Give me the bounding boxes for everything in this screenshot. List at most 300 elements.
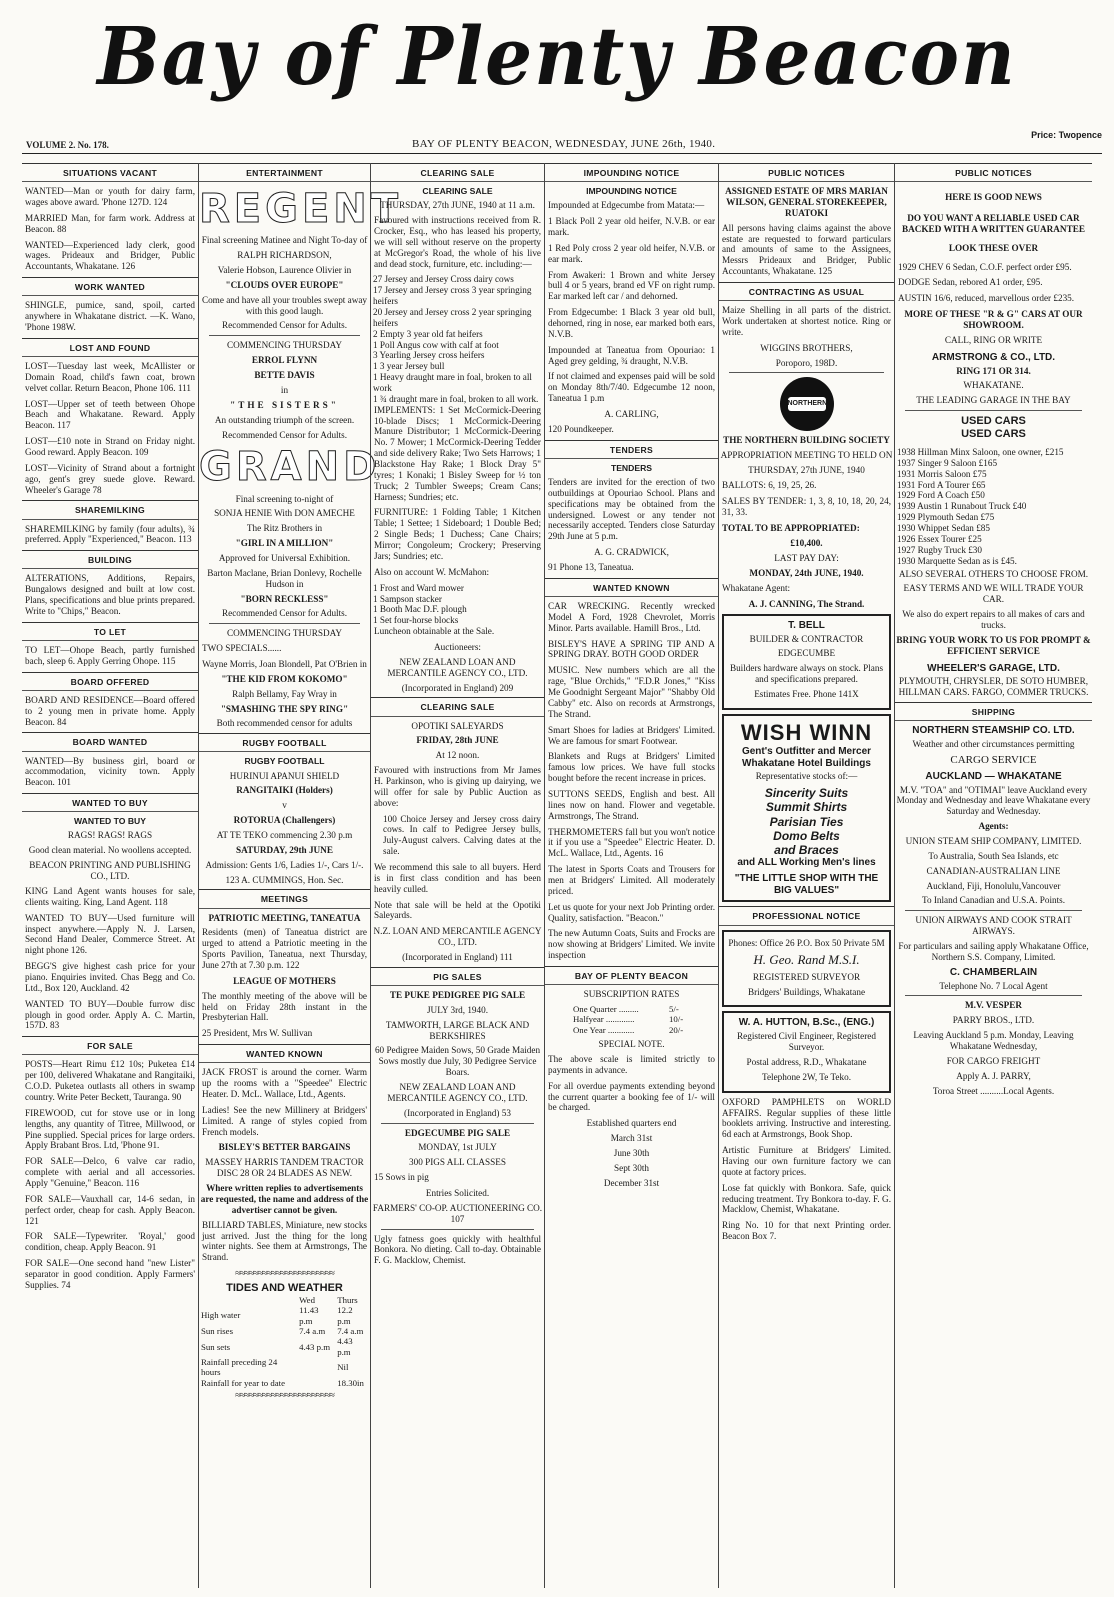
ad-line: Bridgers' Buildings, Whakatane bbox=[747, 986, 866, 997]
classified-ad: FOR SALE—Delco, 6 valve car radio, complete with aerial and all accessories. Apply "Genuine," Beacon. 116 bbox=[25, 1156, 195, 1188]
notice-text: From Awakeri: 1 Brown and white Jersey bull 4 or 5 years, brand ed VF on right rump. Ear marked left car / and dehorned. bbox=[548, 269, 715, 302]
ad-line: (Incorporated in England) 111 bbox=[402, 951, 513, 962]
classified-ad: MARRIED Man, for farm work. Address at Beacon. 88 bbox=[25, 212, 195, 234]
ad-line: HERE IS GOOD NEWS bbox=[945, 192, 1042, 203]
ad-line: The Ritz Brothers in bbox=[246, 523, 323, 534]
classified-ad: ALTERATIONS, Additions, Repairs, Bungalows designed and built at low cost. Plans, specifications and blue prints prepared. Write to "Chips," Beacon. bbox=[25, 573, 195, 617]
table-row: High water 11.43 p.m 12.2 p.m bbox=[201, 1305, 353, 1326]
classified-ad: WANTED—Man or youth for dairy farm, wages above award. 'Phone 127D. 124 bbox=[25, 186, 195, 207]
ad-line: NEW ZEALAND LOAN AND MERCANTILE AGENCY CO., LTD. bbox=[387, 656, 528, 678]
notice-text: Also on account W. McMahon: bbox=[374, 566, 490, 577]
notice-text: Favoured with instructions from Mr James H. Parkinson, who is giving up dairying, we will offer for sale by Public Auction as above: bbox=[374, 765, 541, 808]
section-heading: SITUATIONS VACANT bbox=[22, 163, 198, 182]
column-clearing-sales bbox=[370, 163, 544, 1588]
ad-heading: AUCKLAND — WHAKATANE bbox=[925, 770, 1062, 782]
ad-line: BUILDER & CONTRACTOR bbox=[749, 633, 864, 644]
list-item: 1939 Austin 1 Runabout Truck £40 bbox=[897, 501, 1027, 512]
ad-line: RAGS! RAGS! RAGS bbox=[67, 830, 153, 841]
ad-line: Barton Maclane, Brian Donlevy, Rochelle Hudson in bbox=[207, 567, 362, 589]
ad-line: WHAKATANE. bbox=[963, 380, 1024, 391]
ad-line: THE LEADING GARAGE IN THE BAY bbox=[916, 395, 1071, 406]
list-item: December 31st bbox=[603, 1177, 660, 1188]
ad-line: and ALL Working Men's lines bbox=[737, 857, 876, 869]
ad-line: To Australia, South Sea Islands, etc bbox=[928, 850, 1059, 861]
notice-text: Residents (men) of Taneatua district are urged to attend a Patriotic meeting in the Sports Pavilion, Taneatua, next Thursday, June 27th at 7.30 p.m. 122 bbox=[202, 927, 367, 971]
section-heading: PROFESSIONAL NOTICE bbox=[719, 906, 894, 925]
section-heading: LOST AND FOUND bbox=[22, 338, 198, 357]
ad-line: Entries Solicited. bbox=[425, 1188, 490, 1199]
classified-ad: LOST—£10 note in Strand on Friday night. Good reward. Apply Beacon. 109 bbox=[25, 436, 195, 458]
ad-line: PARRY BROS., LTD. bbox=[952, 1015, 1035, 1026]
ad-line: ASSIGNED ESTATE OF MRS MARIAN WILSON, GENERAL STOREKEEPER, RUATOKI bbox=[725, 186, 888, 218]
notice-text: The monthly meeting of the above will be held on Friday 28th instant in the Presbyterian Hall. bbox=[202, 990, 367, 1023]
ad-line: APPROPRIATION MEETING TO HELD ON bbox=[720, 450, 893, 461]
ad-line: Recommended Censor for Adults. bbox=[221, 429, 348, 440]
table-row: Rainfall preceding 24 hours Nil bbox=[201, 1357, 349, 1378]
dateline bbox=[22, 130, 1102, 154]
ad-line: DO YOU WANT A RELIABLE USED CAR BACKED WITH A WRITTEN GUARANTEE bbox=[902, 213, 1085, 234]
list-item: 1 3 year Jersey bull bbox=[373, 361, 445, 372]
table-row: Sun sets 4.43 p.m 4.43 p.m bbox=[201, 1336, 353, 1357]
classified-ad: BILLIARD TABLES, Miniature, new stocks just arrived. Just the thing for the long winter nights. See them at Armstrongs, The Strand. bbox=[202, 1219, 367, 1263]
list-item: 1 Set four-horse blocks bbox=[373, 615, 459, 626]
ad-line: N.Z. LOAN AND MERCANTILE AGENCY CO., LTD. bbox=[373, 926, 542, 948]
ad-heading: WISH WINN bbox=[740, 719, 873, 745]
ad-line: A. CARLING, bbox=[604, 409, 659, 420]
ad-line: For particulars and sailing apply Whakatane Office, Northern S.S. Company, Limited. bbox=[898, 941, 1089, 962]
section-heading: WANTED TO BUY bbox=[22, 793, 198, 812]
ad-line: M.V. "TOA" and "OTIMAI" leave Auckland every Monday and Wednesday and leave Whakatane every Saturday and Wednesday. bbox=[896, 784, 1091, 817]
column-public-notices bbox=[718, 163, 894, 1588]
section-heading: WANTED KNOWN bbox=[199, 1044, 370, 1063]
classified-ad: JACK FROST is around the corner. Warm up the rooms with a "Speedee" Electric Heater. D. McL. Wallace, Ltd., Agents. bbox=[202, 1067, 367, 1100]
sub-heading: CLEARING SALE bbox=[422, 186, 493, 197]
ad-line: SUBSCRIPTION RATES bbox=[583, 989, 680, 1000]
ad-line: £10,400. bbox=[790, 538, 823, 549]
section-heading: TENDERS bbox=[545, 440, 718, 459]
ad-line: Recommended Censor for Adults. bbox=[221, 608, 348, 619]
ad-line: Whakatane Hotel Buildings bbox=[742, 757, 871, 769]
notice-text: If not claimed and expenses paid will be sold on Monday 8th/7/40. Edgecumbe 12 noon, Taneatua 1 p.m bbox=[548, 371, 715, 404]
ad-line: 15 Sows in pig bbox=[374, 1172, 429, 1183]
classified-ad: Artistic Furniture at Bridgers' Limited. Having our own furniture factory we can quote at factory prices. bbox=[722, 1145, 891, 1177]
ad-heading: ARMSTRONG & CO., LTD. bbox=[931, 351, 1056, 363]
ad-line: 120 Poundkeeper. bbox=[548, 423, 614, 434]
ad-line: PATRIOTIC MEETING, TANEATUA bbox=[208, 912, 361, 923]
ad-line: Leaving Auckland 5 p.m. Monday, Leaving Whakatane Wednesday, bbox=[913, 1030, 1074, 1051]
column-classifieds bbox=[22, 163, 198, 1588]
list-item: 3 Yearling Jersey cross heifers bbox=[373, 350, 485, 361]
list-item: 1937 Singer 9 Saloon £165 bbox=[897, 457, 998, 468]
ad-line: BEACON PRINTING AND PUBLISHING CO., LTD. bbox=[29, 860, 191, 882]
list-item: 1 Poll Angus cow with calf at foot bbox=[373, 339, 499, 350]
ad-line: Telephone No. 7 Local Agent bbox=[939, 980, 1048, 991]
list-item: 27 Jersey and Jersey Cross dairy cows bbox=[373, 274, 514, 285]
ad-line: Representative stocks of:— bbox=[755, 771, 858, 782]
classified-ad: LOST—Upper set of teeth between Ohope Beach and Whakatane. Reward. Apply Beacon. 117 bbox=[25, 398, 195, 431]
list-item: 1 Frost and Ward mower bbox=[373, 582, 464, 593]
used-car-list bbox=[895, 447, 1092, 566]
list-item: Parisian Ties bbox=[769, 814, 844, 829]
section-heading: PUBLIC NOTICES bbox=[895, 163, 1092, 182]
column-notices bbox=[544, 163, 718, 1588]
ad-line: HURINUI APANUI SHIELD bbox=[229, 770, 340, 781]
classified-ad: WANTED—By business girl, board or accommodation, vicinity town. Apply Beacon. 101 bbox=[25, 755, 195, 788]
ad-line: At 12 noon. bbox=[435, 750, 480, 761]
ad-heading: NORTHERN STEAMSHIP CO. LTD. bbox=[912, 725, 1075, 737]
ad-line: CALL, RING OR WRITE bbox=[944, 334, 1043, 345]
notice-text: Note that sale will be held at the Opotiki Saleyards. bbox=[374, 899, 541, 921]
classified-ad: MUSIC. New numbers which are all the rage, "Blue Orchids," "F.D.R Jones," "Kiss Me Goodnight Sergeant Major" "Shabby Old Cabby" etc. Also on records at Armstrongs, The Strand. bbox=[548, 665, 715, 719]
newspaper-title: Bay of Plenty Beacon bbox=[97, 10, 1017, 104]
list-item: March 31st bbox=[610, 1133, 653, 1144]
section-heading: CLEARING SALE bbox=[371, 163, 544, 182]
notice-text: We recommend this sale to all buyers. Herd is in first class condition and has been heavily culled. bbox=[374, 861, 541, 894]
film-title: "SMASHING THE SPY RING" bbox=[220, 703, 349, 714]
classified-ad: KING Land Agent wants houses for sale, clients waiting. King, Land Agent. 118 bbox=[25, 885, 195, 907]
section-heading: CLEARING SALE bbox=[371, 697, 544, 716]
film-title: "BORN RECKLESS" bbox=[240, 593, 329, 604]
ad-line: ERROL FLYNN bbox=[251, 355, 318, 366]
section-heading: CONTRACTING AS USUAL bbox=[719, 282, 894, 301]
section-heading: ENTERTAINMENT bbox=[199, 163, 370, 182]
classified-ad: The latest in Sports Coats and Trousers for men at Bridgers' Limited. All moderately priced. bbox=[548, 864, 715, 896]
ad-line: JULY 3rd, 1940. bbox=[426, 1004, 488, 1015]
notice-text: IMPLEMENTS: 1 Set McCormick-Deering 10-blade Discs; 1 McCormick-Deering Manure Distributor; 1 McCormick-Deering No. 7 Mower; 1 McCormick-Deering Tedder and side delivery Rake; Two Sets Harrows; 1 Blackstone Hay Rake; 1 Block Dray 5" tyres; 1 Konaki; 1 Bisley Sweep for ½ ton Truck; 2 Tumbler Sweeps; Cream Cans; Harness; Sundries; etc. bbox=[374, 404, 541, 502]
notice-text: Impounded at Taneatua from Opouriao: 1 Aged grey gelding, ¾ draught, N.V.B. bbox=[548, 344, 715, 366]
ad-line: TAMWORTH, LARGE BLACK AND BERKSHIRES bbox=[385, 1019, 530, 1041]
section-heading: RUGBY FOOTBALL bbox=[199, 733, 370, 752]
table-header-row: Wed Thurs bbox=[299, 1294, 358, 1305]
ad-line: Recommended Censor for Adults. bbox=[221, 320, 348, 331]
ad-line: THE NORTHERN BUILDING SOCIETY bbox=[723, 435, 890, 446]
film-title: "GIRL IN A MILLION" bbox=[235, 538, 334, 549]
list-item: Summit Shirts bbox=[765, 800, 848, 815]
column-entertainment: ENTERTAINMENT REGENT Final screening Matinee and Night To-day of RALPH RICHARDSON, Valerie Hobson, Laurence Olivier in "CLOUDS OVER EUROPE" Come and have all your troubles swept away with this good laugh. Recommended Censor for Adults. COMMENCING THURSDAY ERROL FLYNN BETTE DAVIS in "THE SISTERS" An outstanding triumph of the screen. Recommended Censor for Adults. GRAND Final screening to-night of SONJA HENIE With DON AMECHE The Ritz Brothers in "GIRL IN A MILLION" Approved for Universal Exhibition. Barton Maclane, Brian Donlevy, Rochelle Hudson in "BORN RECKLESS" Recommended Censor for Adults. COMMENCING THURSDAY TWO SPECIALS...... Wayne Morris, Joan Blondell, Pat O'Brien in "THE KID FROM KOKOMO" Ralph Bellamy, Fay Wray in "SMASHING THE SPY RING" Both recommended censor for adults RUGBY FOOTBALL RUGBY FOOTBALL HURINUI APANUI SHIELD RANGITAIKI (Holders) v ROTORUA (Challengers) AT TE TEKO commencing 2.30 p.m SATURDAY, 29th JUNE Admission: Gents 1/6, Ladies 1/-, Cars 1/-. 123 A. CUMMINGS, Hon. Sec. MEETINGS PATRIOTIC MEETING, TANEATUA Residents (men) of Taneatua district are urged to attend a Patriotic meeting in the Sports Pavilion, Taneatua, next Thursday, June 27th at 7.30 p.m. 122 LEAGUE OF MOTHERS The monthly meeting of the above will be held on Friday 28th instant in the Presbyterian Hall. 25 President, Mrs W. Sullivan WANTED KNOWN JACK FROST is around the corner. Warm up the rooms with a "Speedee" Electric Heater. D. McL. Wallace, Ltd., Agents. Ladies! See the new Millinery at Bridgers' Limited. A range of styles copied from French models. BISLEY'S BETTER BARGAINS MASSEY HARRIS TANDEM TRACTOR DISC 28 OR 24 BLADES AS NEW. Where written replies to advertisements are requested, the name and address of the advertiser cannot be given. BILLIARD TABLES, Miniature, new stocks just arrived. Just the thing for the long winter nights. See them at Armstrongs, The Strand. ≈≈≈≈≈≈≈≈≈≈≈≈≈≈≈≈≈≈≈≈≈≈ TIDES AND WEATHER Wed Thurs High water 11.43 p.m 12.2 p.m Sun rises 7.4 a.m 7.4 a.m Sun sets 4.43 p.m 4.43 p.m Rainfall preceding 24 hours Nil Rainfall for year to date 18.30in ≈≈≈≈≈≈≈≈≈≈≈≈≈≈≈≈≈≈≈≈≈≈ bbox=[198, 163, 370, 1588]
ad-line: LAST PAY DAY: bbox=[774, 553, 839, 564]
ad-line: 91 Phone 13, Taneatua. bbox=[548, 562, 634, 573]
notice-text: 1 Black Poll 2 year old heifer, N.V.B. or ear mark. bbox=[548, 216, 715, 237]
ad-line: Toroa Street ..........Local Agents. bbox=[932, 1085, 1055, 1096]
table-row: Rainfall for year to date 18.30in bbox=[201, 1377, 364, 1388]
ad-heading: USED CARS bbox=[961, 428, 1026, 441]
notice-text: From Edgecumbe: 1 Black 3 year old bull, dehorned, ring in nose, ear marked both ears, N.V.B. bbox=[548, 307, 715, 339]
tides-table bbox=[199, 1295, 370, 1388]
list-item: 1931 Ford A Tourer £65 bbox=[897, 479, 986, 490]
notice-text: All persons having claims against the above estate are requested to forward particulars and amounts of same to the Assignees, Messrs Prideaux and Bridger, Public Accountants, Whakatane. 125 bbox=[722, 222, 891, 277]
notice-text: Tenders are invited for the erection of two outbuildings at Opouriao School. Plans and specifications may be obtained from the undersigned. Lowest or any tender not necessarily accepted. Tenders close Saturday 29th June at 5 p.m. bbox=[548, 477, 715, 542]
film-title: "THE SISTERS" bbox=[230, 399, 339, 410]
list-item: Sincerity Suits bbox=[764, 786, 849, 801]
classified-ad: BOARD AND RESIDENCE—Board offered to 2 young men in private home. Apply Beacon. 84 bbox=[25, 694, 195, 727]
ad-line: ALSO SEVERAL OTHERS TO CHOOSE FROM. bbox=[898, 568, 1089, 579]
ad-line: M.V. VESPER bbox=[964, 1000, 1023, 1011]
film-title: "CLOUDS OVER EUROPE" bbox=[225, 279, 344, 290]
regent-theatre-logo: REGENT bbox=[199, 186, 403, 233]
ad-line: Final screening to-night of bbox=[235, 493, 334, 504]
notice-text: Favoured with instructions received from R. Crocker, Esq., who has leased his property, we will sell without reserve on the property at McGregor's Road, the whole of his live and dead stock, furniture, etc. including:— bbox=[374, 215, 541, 269]
volume-number: VOLUME 2. No. 178. bbox=[26, 140, 109, 150]
section-heading: IMPOUNDING NOTICE bbox=[545, 163, 718, 182]
ad-heading: USED CARS bbox=[961, 415, 1026, 428]
table-row: Sun rises 7.4 a.m 7.4 a.m bbox=[201, 1325, 364, 1336]
ad-line: Telephone 2W, Te Teko. bbox=[762, 1071, 851, 1082]
classified-ad: SUTTONS SEEDS, English and best. All lines now on hand. Flower and vegetable. Armstrongs, The Strand. bbox=[548, 788, 715, 821]
notice-text: Where written replies to advertisements are requested, the name and address of the advertiser cannot be given. bbox=[200, 1183, 369, 1215]
ad-line: Auctioneers: bbox=[434, 641, 481, 652]
ad-line: SPECIAL NOTE. bbox=[598, 1039, 665, 1050]
classified-ad: WANTED—Experienced lady clerk, good wages. Prideaux and Bridger, Public Accountants, Whakatane. 126 bbox=[25, 239, 195, 272]
ad-line: To Inland Canadian and U.S.A. Points. bbox=[921, 895, 1066, 906]
classified-ad: Ladies! See the new Millinery at Bridgers' Limited. A range of styles copied from French models. bbox=[202, 1104, 367, 1137]
northern-building-society-logo: NORTHERN bbox=[780, 377, 834, 431]
ad-line: in bbox=[280, 384, 289, 395]
ad-line: RING 171 OR 314. bbox=[956, 365, 1031, 376]
issue-date: BAY OF PLENTY BEACON, WEDNESDAY, JUNE 26th, 1940. bbox=[412, 138, 716, 150]
list-item: 1938 Hillman Minx Saloon, one owner, £215 bbox=[897, 447, 1064, 458]
ad-line: Phones: Office 26 P.O. Box 50 Private 5M bbox=[728, 937, 885, 948]
ad-line: FARMERS' CO-OP. AUCTIONEERING CO. 107 bbox=[372, 1202, 543, 1224]
ad-heading: WHEELER'S GARAGE, LTD. bbox=[927, 662, 1060, 674]
ad-line: BISLEY'S BETTER BARGAINS bbox=[218, 1142, 351, 1153]
section-heading: BOARD WANTED bbox=[22, 732, 198, 751]
ad-line: DODGE Sedan, rebored A1 order, £95. bbox=[898, 277, 1043, 288]
classified-ad: POSTS—Heart Rimu £12 10s; Puketea £14 per 100, delivered Whakatane and Rangitaiki, C.O.D. Puketea outlasts all others in swamp country. Write Peter Beckett, Tauranga. 90 bbox=[25, 1059, 195, 1102]
ad-line: A. G. CRADWICK, bbox=[594, 547, 669, 558]
ad-line: We also do expert repairs to all makes of cars and trucks. bbox=[902, 609, 1085, 630]
ad-line: RANGITAIKI (Holders) bbox=[236, 785, 333, 796]
ad-line: FOR CARGO FREIGHT bbox=[946, 1055, 1041, 1066]
section-heading: BAY OF PLENTY BEACON bbox=[545, 966, 718, 985]
list-item: 1931 Morris Saloon £75 bbox=[897, 468, 987, 479]
ad-line: Established quarters end bbox=[586, 1118, 677, 1129]
ad-line: Ralph Bellamy, Fay Wray in bbox=[232, 688, 337, 699]
section-heading: BOARD OFFERED bbox=[22, 672, 198, 691]
ad-line: Final screening Matinee and Night To-day of bbox=[201, 235, 368, 246]
classified-ad: FOR SALE—Vauxhall car, 14-6 sedan, in perfect order, cheap for cash. Apply Beacon. 121 bbox=[25, 1193, 195, 1226]
ad-line: UNION AIRWAYS AND COOK STRAIT AIRWAYS. bbox=[915, 915, 1072, 937]
notice-text: FURNITURE: 1 Folding Table; 1 Kitchen Table; 1 Settee; 1 Sideboard; 1 Double Bed; 2 Single Beds; 1 Duchess; Cane Chairs; Mirror; Congoleum; Crockery; Preserving Jars; Sundries; etc. bbox=[374, 507, 541, 561]
tides-heading: TIDES AND WEATHER bbox=[226, 1281, 343, 1294]
ad-line: Valerie Hobson, Laurence Olivier in bbox=[217, 265, 352, 276]
ad-line: Whakatane Agent: bbox=[722, 583, 791, 594]
ad-line: SONJA HENIE With DON AMECHE bbox=[214, 508, 355, 519]
list-item: 1929 Plymouth Sedan £75 bbox=[897, 512, 995, 523]
ad-line: SATURDAY, 29th JUNE bbox=[236, 844, 333, 855]
section-heading: SHAREMILKING bbox=[22, 500, 198, 519]
section-heading: BUILDING bbox=[22, 550, 198, 569]
ad-line: WIGGINS BROTHERS, bbox=[760, 342, 853, 353]
ad-line: Both recommended censor for adults bbox=[216, 718, 353, 729]
ad-heading: T. BELL bbox=[788, 619, 825, 631]
ad-line: REGISTERED SURVEYOR bbox=[752, 971, 861, 982]
classified-ad: LOST—Vicinity of Strand about a fortnight ago, gent's grey suede glove. Reward. Wheeler's Garage 78 bbox=[25, 462, 195, 495]
ad-line: (Incorporated in England) 53 bbox=[404, 1107, 511, 1118]
table-row: One Year ............ 20/- bbox=[572, 1024, 684, 1035]
notice-text: The above scale is limited strictly to payments in advance. bbox=[548, 1053, 715, 1075]
classified-ad: BEGG'S give highest cash price for your piano. Enquiries invited. Chas Begg and Co. Ltd., Box 120, Auckland. 42 bbox=[25, 961, 195, 993]
list-item: 1 Sampson stacker bbox=[373, 593, 442, 604]
ad-line: OPOTIKI SALEYARDS bbox=[411, 720, 504, 731]
ad-line: Weather and other circumstances permitting bbox=[912, 738, 1075, 749]
column-garages-shipping bbox=[894, 163, 1092, 1588]
list-item: 1926 Essex Tourer £25 bbox=[897, 533, 982, 544]
ad-line: ROTORUA (Challengers) bbox=[233, 815, 336, 826]
section-heading: FOR SALE bbox=[22, 1036, 198, 1055]
ad-line: COMMENCING THURSDAY bbox=[226, 628, 343, 639]
classified-ad: The new Autumn Coats, Suits and Frocks are now showing at Bridgers' Limited. We invite inspection bbox=[548, 928, 715, 961]
wish-winn-ad bbox=[722, 714, 891, 903]
section-heading: WORK WANTED bbox=[22, 277, 198, 296]
sub-heading: RUGBY FOOTBALL bbox=[244, 756, 325, 767]
ad-line: UNION STEAM SHIP COMPANY, LIMITED. bbox=[905, 836, 1082, 847]
section-heading: MEETINGS bbox=[199, 889, 370, 908]
ad-line: An outstanding triumph of the screen. bbox=[214, 414, 355, 425]
ad-line: TE PUKE PEDIGREE PIG SALE bbox=[389, 989, 526, 1000]
stock-list bbox=[371, 583, 544, 626]
rand-surveyor-ad bbox=[722, 930, 891, 1008]
sub-heading: IMPOUNDING NOTICE bbox=[586, 186, 677, 197]
ad-line: Gent's Outfitter and Mercer bbox=[741, 745, 872, 757]
notice-text: 25 President, Mrs W. Sullivan bbox=[202, 1028, 313, 1039]
classified-ad: SHINGLE, pumice, sand, spoil, carted anywhere in Whakatane district. —K. Wano, 'Phone 198W. bbox=[25, 300, 195, 333]
ad-line: Good clean material. No woollens accepted. bbox=[28, 845, 192, 856]
classified-ad: THERMOMETERS fall but you won't notice it if you use a "Speedee" Electric Heater. D. McL. Wallace, Ltd., Agents. 16 bbox=[548, 826, 715, 859]
table-row: One Quarter ......... 5/- bbox=[572, 1003, 679, 1014]
ad-line: 60 Pedigree Maiden Sows, 50 Grade Maiden Sows mostly due July, 30 Pedigree Service Boars. bbox=[374, 1045, 541, 1078]
classified-ad: Ugly fatness goes quickly with healthful Bonkora. No dieting. Call to-day. Obtainable F. G. Macklow, Chemist. bbox=[374, 1233, 541, 1266]
list-item: 1930 Whippet Sedan £85 bbox=[897, 523, 990, 534]
list-item: 20 Jersey and Jersey cross 2 year springing heifers bbox=[373, 307, 532, 328]
list-item: 2 Empty 3 year old fat heifers bbox=[373, 328, 483, 339]
classified-ad: WANTED TO BUY—Double furrow disc plough in good order. Apply A. C. Martin, 157D. 83 bbox=[25, 998, 195, 1031]
ad-line: Registered Civil Engineer, Registered Surveyor. bbox=[737, 1031, 876, 1053]
ad-line: Auckland, Fiji, Honolulu,Vancouver bbox=[926, 880, 1061, 891]
ad-line: Builders hardware always on stock. Plans and specifications prepared. bbox=[729, 663, 884, 685]
ad-line: BRING YOUR WORK TO US FOR PROMPT & EFFICIENT SERVICE bbox=[896, 634, 1091, 656]
ad-line: 300 PIGS ALL CLASSES bbox=[409, 1157, 506, 1168]
ad-line: A. J. CANNING, The Strand. bbox=[748, 598, 865, 609]
list-item: 1 ¾ draught mare in foal, broken to all work. bbox=[373, 393, 539, 404]
ad-line: LEAGUE OF MOTHERS bbox=[233, 975, 336, 986]
ad-line: MONDAY, 24th JUNE, 1940. bbox=[749, 568, 864, 579]
grand-theatre-logo: GRAND bbox=[199, 444, 381, 491]
ad-line: EASY TERMS AND WE WILL TRADE YOUR CAR. bbox=[903, 583, 1084, 605]
ad-line: MORE OF THESE "R & G" CARS AT OUR SHOWROOM. bbox=[904, 309, 1083, 331]
ad-line: PLYMOUTH, CHRYSLER, DE SOTO HUMBER, HILLMAN CARS. FARGO, COMMER TRUCKS. bbox=[898, 676, 1089, 698]
classified-ad: WANTED TO BUY—Used furniture will inspect anywhere.—Apply N. J. Larsen, Second Hand Dealer, Commerce Street. At night phone 126. bbox=[25, 912, 195, 956]
ad-line: NEW ZEALAND LOAN AND MERCANTILE AGENCY CO., LTD. bbox=[387, 1082, 528, 1103]
list-item: Domo Belts bbox=[773, 828, 840, 843]
ad-line: MASSEY HARRIS TANDEM TRACTOR DISC 28 OR 24 BLADES AS NEW. bbox=[205, 1157, 364, 1179]
section-heading: SHIPPING bbox=[895, 702, 1092, 721]
bell-builder-ad bbox=[722, 614, 891, 710]
notice-text: Maize Shelling in all parts of the district. Work undertaken at shortest notice. Ring or write. bbox=[722, 305, 891, 337]
ad-line: LOOK THESE OVER bbox=[948, 242, 1039, 253]
stock-list bbox=[371, 274, 544, 404]
ad-line: Apply A. J. PARRY, bbox=[956, 1070, 1031, 1081]
notice-text: Impounded at Edgecumbe from Matata:— bbox=[548, 200, 705, 211]
ad-heading: C. CHAMBERLAIN bbox=[949, 966, 1038, 978]
ad-line: BALLOTS: 6, 19, 25, 26. bbox=[722, 480, 817, 491]
list-item: 1 Booth Mac D.F. plough bbox=[373, 604, 467, 615]
classified-ad: LOST—Tuesday last week, McAllister or Domain Road, child's fawn coat, brown velvet collar. Return Beacon, Phone 106. 111 bbox=[25, 361, 195, 393]
sub-heading: TENDERS bbox=[610, 462, 653, 473]
notice-text: Luncheon obtainable at the Sale. bbox=[374, 626, 495, 637]
hutton-engineer-ad bbox=[722, 1011, 891, 1092]
ad-line: FRIDAY, 28th JUNE bbox=[416, 735, 499, 746]
classified-ad: TO LET—Ohope Beach, partly furnished bach, sleep 6. Apply Gerring Ohope. 115 bbox=[25, 645, 195, 666]
section-heading: PIG SALES bbox=[371, 967, 544, 986]
ad-heading: H. Geo. Rand M.S.I. bbox=[753, 952, 860, 968]
table-row: Halfyear ............. 10/- bbox=[572, 1014, 684, 1025]
classified-ad: Blankets and Rugs at Bridgers' Limited famous low prices. We have full stocks bought before the recent increase in prices. bbox=[548, 751, 715, 784]
list-item: 1930 Marquette Sedan as is £45. bbox=[897, 555, 1017, 566]
classified-ad: Smart Shoes for ladies at Bridgers' Limited. We are famous for smart Footwear. bbox=[548, 724, 715, 746]
ad-line: THURSDAY, 27th JUNE, 1940 bbox=[748, 465, 865, 476]
ad-line: "THE LITTLE SHOP WITH THE BIG VALUES" bbox=[734, 872, 879, 896]
ad-line: TOTAL TO BE APPROPRIATED: bbox=[722, 522, 860, 533]
list-item: 17 Jersey and Jersey cross 3 year springing heifers bbox=[373, 285, 532, 307]
classified-ad: CAR WRECKING. Recently wrecked Model A Ford, 1928 Chevrolet, Morris Minor. Parts available. Hamill Bros., Ltd. bbox=[548, 601, 715, 633]
ad-line: Estimates Free. Phone 141X bbox=[754, 689, 859, 699]
ad-line: EDGECUMBE PIG SALE bbox=[404, 1127, 511, 1138]
list-item: Sept 30th bbox=[614, 1162, 649, 1173]
section-heading: TO LET bbox=[22, 622, 198, 641]
notice-text: 1 Red Poly cross 2 year old heifer, N.V.B. or ear mark. bbox=[548, 242, 715, 264]
notice-text: For all overdue payments extending beyond the current quarter a booking fee of 1/- will be charged. bbox=[548, 1080, 715, 1113]
notice-text: 100 Choice Jersey and Jersey cross dairy cows. In calf to Pedigree Jersey bulls, July-August calvers. Calving dates at the sale. bbox=[383, 813, 541, 857]
ad-line: COMMENCING THURSDAY bbox=[226, 340, 343, 351]
ad-line: Poroporo, 198D. bbox=[775, 357, 838, 368]
ad-line: EDGECUMBE bbox=[777, 648, 836, 659]
film-title: "THE KID FROM KOKOMO" bbox=[221, 673, 348, 684]
ad-line: THURSDAY, 27th JUNE, 1940 at 11 a.m. bbox=[380, 200, 535, 211]
ad-line: (Incorporated in England) 209 bbox=[401, 682, 514, 693]
section-heading: PUBLIC NOTICES bbox=[719, 163, 894, 182]
sub-heading: WANTED TO BUY bbox=[74, 816, 146, 827]
classified-ad: OXFORD PAMPHLETS on WORLD AFFAIRS. Regular supplies of these little booklets arriving. Instructive and interesting. 6d each at Armstrongs, Book Shop. bbox=[722, 1096, 891, 1140]
list-item: June 30th bbox=[613, 1147, 650, 1158]
ad-line: AT TE TEKO commencing 2.30 p.m bbox=[216, 830, 353, 841]
ad-line: AUSTIN 16/6, reduced, marvellous order £235. bbox=[898, 293, 1075, 304]
classified-ad: FOR SALE—Typewriter. 'Royal,' good condition, cheap. Apply Beacon. 91 bbox=[25, 1231, 195, 1253]
ad-line: Come and have all your troubles swept away with this good laugh. bbox=[201, 294, 368, 316]
ad-line: BETTE DAVIS bbox=[254, 370, 315, 381]
ad-line: RALPH RICHARDSON, bbox=[237, 250, 332, 261]
ad-line: SALES BY TENDER: 1, 3, 8, 10, 18, 20, 24, 31, 33. bbox=[722, 495, 891, 517]
ad-line: 123 A. CUMMINGS, Hon. Sec. bbox=[225, 874, 344, 885]
list-item: and Braces bbox=[774, 842, 839, 857]
section-heading: WANTED KNOWN bbox=[545, 578, 718, 597]
ad-line: Wayne Morris, Joan Blondell, Pat O'Brien in bbox=[202, 659, 367, 669]
classified-ad: FIREWOOD, cut for stove use or in long lengths, any quantity of Titree, Millwood, or Pine supplied. Special prices for large orders. Apply Brabant Bros. Ltd, 'Phone 91. bbox=[25, 1107, 195, 1151]
classified-ad: BISLEY'S HAVE A SPRING TIP AND A SPRING DRAY. BOTH GOOD ORDER bbox=[548, 638, 715, 660]
list-item: 1929 Ford A Coach £50 bbox=[897, 490, 985, 501]
masthead bbox=[0, 0, 1114, 128]
ad-line: 1929 CHEV 6 Sedan, C.O.F. perfect order £95. bbox=[898, 261, 1072, 272]
list-item: 1 Heavy draught mare in foal, broken to all work bbox=[373, 372, 532, 394]
ad-line: TWO SPECIALS...... bbox=[202, 643, 282, 654]
classified-ad: FOR SALE—One second hand "new Lister" separator in good condition. Apply Farmers' Supplies. 74 bbox=[25, 1258, 195, 1290]
classified-ad: Lose fat quickly with Bonkora. Safe, quick reducing treatment. Try Bonkora to-day. F. G. Macklow, Chemist, Whakatane. bbox=[722, 1182, 891, 1215]
subscription-table bbox=[571, 1004, 692, 1035]
price: Price: Twopence bbox=[1031, 130, 1102, 140]
ad-line: Agents: bbox=[978, 821, 1009, 832]
ad-line: Postal address, R.D., Whakatane bbox=[746, 1057, 867, 1067]
classified-ad: SHAREMILKING by family (four adults), ¾ preferred. Apply "Experienced," Beacon. 113 bbox=[25, 523, 195, 545]
ad-line: MONDAY, 1st JULY bbox=[418, 1142, 497, 1153]
